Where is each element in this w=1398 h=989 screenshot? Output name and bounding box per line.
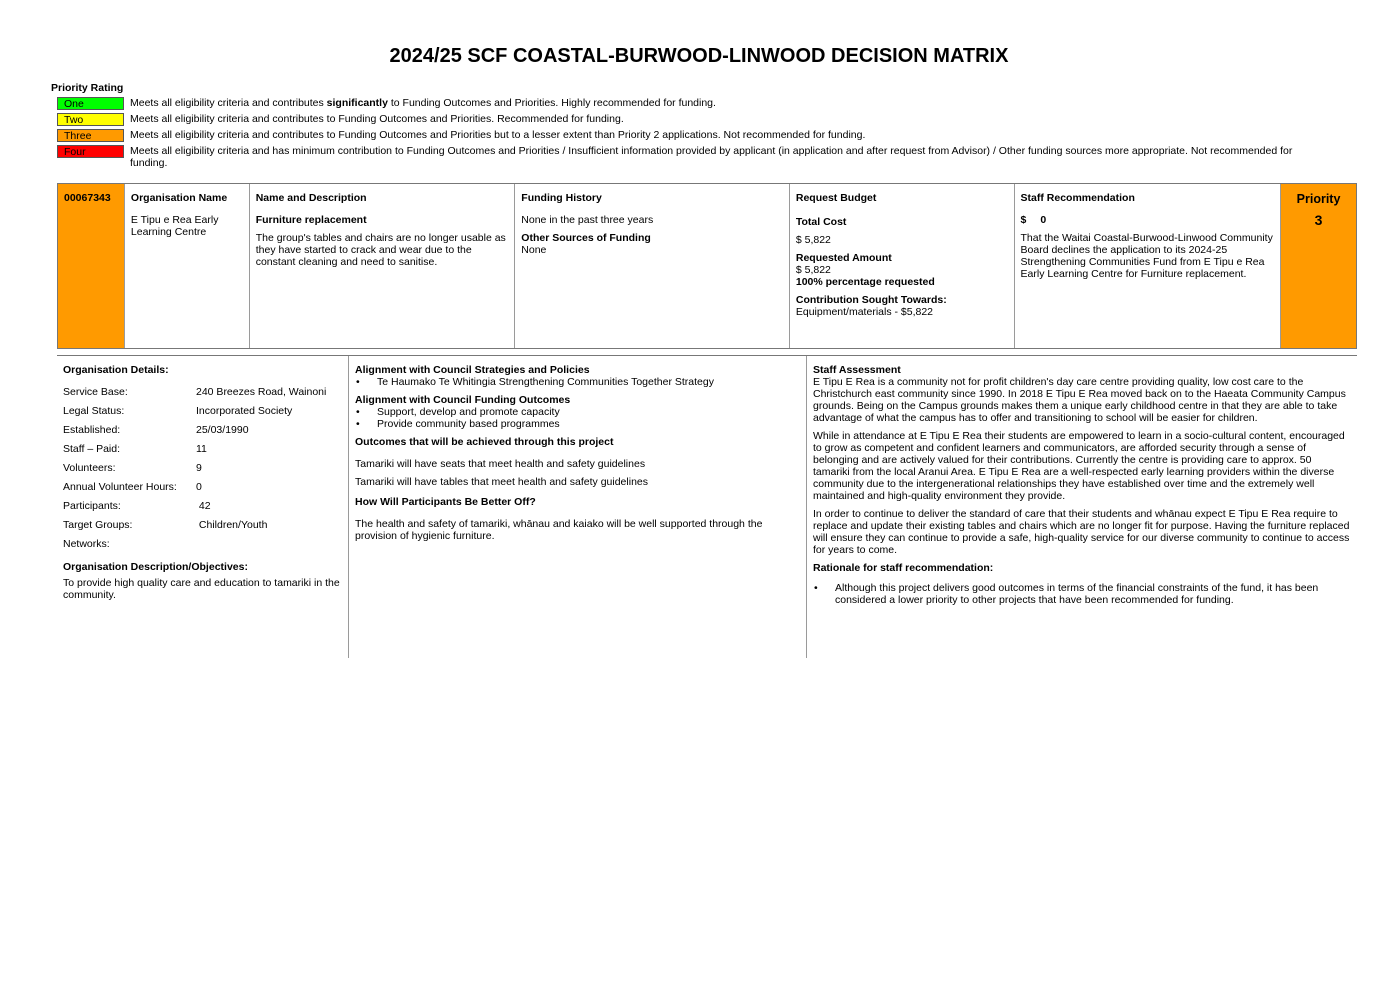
detail-row: Target Groups: Children/Youth (63, 519, 268, 531)
detail-row: Networks: (63, 538, 110, 550)
legend-text-four: Meets all eligibility criteria and has minimum contribution to Funding Outcomes and Priorities / Insufficient information provided by applicant (in application and after request from Advisor) / Other funding sources more appropriate. Not recommended for funding. (130, 145, 1293, 169)
priority-rating-heading: Priority Rating (51, 82, 124, 94)
legend-text-three: Meets all eligibility criteria and contributes to Funding Outcomes and Priorities but to a lesser extent than Priority 2 applications. Not recommended for funding. (130, 129, 866, 141)
project-name: Furniture replacement (255, 214, 367, 226)
contribution-label: Contribution Sought Towards: (795, 294, 947, 306)
request-budget-heading: Request Budget (795, 192, 877, 204)
total-cost: $ 5,822 (795, 234, 831, 246)
funding-history-cell (515, 184, 790, 348)
legend-swatch-one: One (57, 97, 124, 110)
legend-swatch-four: Four (57, 145, 124, 158)
priority-label: Priority (1296, 192, 1341, 206)
list-item: • Although this project delivers good outcomes in terms of the financial constraints of the fund, it has been considered a lower priority to other projects that have been recommended for funding. (813, 582, 1351, 606)
achieved-outcome: Tamariki will have seats that meet health and safety guidelines (355, 458, 646, 470)
staff-recommendation-text: That the Waitai Coastal-Burwood-Linwood Community Board declines the application to its 2024-25 Strengthening Communities Fund from E Tipu e Rea Early Learning Centre for Furniture replacement. (1020, 232, 1273, 280)
detail-row: Service Base: 240 Breezes Road, Wainoni (63, 386, 327, 398)
application-id-cell (58, 184, 125, 348)
legend-row-two (57, 113, 1317, 126)
list-item: • Te Haumako Te Whitingia Strengthening Communities Together Strategy (355, 376, 800, 388)
name-description-cell (250, 184, 516, 348)
staff-assessment-column (807, 356, 1357, 658)
detail-row: Established: 25/03/1990 (63, 424, 249, 436)
other-sources-heading: Other Sources of Funding (521, 232, 651, 244)
detail-row: Annual Volunteer Hours: 0 (63, 481, 202, 493)
organisation-description: To provide high quality care and education to tamariki in the community. (63, 577, 340, 601)
application-id: 00067343 (64, 192, 111, 204)
assessment-paragraph: In order to continue to deliver the standard of care that their students and whānau expect E Tipu E Rea require to replace and update their existing tables and chairs which are no longer fit for purpose. Having the furniture replaced will ensure they can continue to provide a safe, high-quality service for our diverse community to continue to access for years to come. (813, 508, 1350, 556)
organisation-name-heading: Organisation Name (130, 192, 228, 204)
legend-row-three (57, 129, 1317, 142)
better-off-heading: How Will Participants Be Better Off? (355, 496, 536, 508)
legend-row-one (57, 97, 1317, 110)
project-description: The group's tables and chairs are no longer usable as they have started to crack and wear due to the constant cleaning and need to sanitise. (255, 232, 506, 268)
staff-recommendation-heading: Staff Recommendation (1020, 192, 1135, 204)
requested-amount-label: Requested Amount (795, 252, 892, 264)
requested-amount: $ 5,822 (795, 264, 831, 276)
page-title: 2024/25 SCF COASTAL-BURWOOD-LINWOOD DECISION MATRIX (389, 45, 1009, 67)
request-budget-cell (790, 184, 1015, 348)
detail-row: Legal Status: Incorporated Society (63, 405, 293, 417)
achieved-outcomes-heading: Outcomes that will be achieved through this project (355, 436, 614, 448)
organisation-description-heading: Organisation Description/Objectives: (63, 561, 248, 573)
funding-outcomes-heading: Alignment with Council Funding Outcomes (355, 394, 571, 406)
funding-history-heading: Funding History (521, 192, 602, 204)
percentage-requested: 100% percentage requested (795, 276, 935, 288)
assessment-paragraph: While in attendance at E Tipu E Rea their students are empowered to learn in a socio-cultural content, encouraged to grow as competent and confident learners and communicators, are afforded security through a sense of belonging and are actively valued for their contributions. Currently the centre is providing care to approx. 50 tamariki from the local Aranui Area. E Tipu E Rea are a well-respected early learning providers within the diverse community due to the intergenerational relationships they have established over time and the extremely well maintained and high-quality environment they provide. (813, 430, 1345, 502)
detail-row: Participants: 42 (63, 500, 211, 512)
priority-cell (1281, 184, 1356, 348)
detail-row: Volunteers: 9 (63, 462, 202, 474)
legend-text-two: Meets all eligibility criteria and contributes to Funding Outcomes and Priorities. Recommended for funding. (130, 113, 624, 125)
organisation-details-column (57, 356, 349, 658)
organisation-details-heading: Organisation Details: (63, 364, 169, 376)
alignment-column (349, 356, 807, 658)
legend-swatch-three: Three (57, 129, 124, 142)
strategies-list (355, 376, 800, 388)
legend-text-one: Meets all eligibility criteria and contributes significantly to Funding Outcomes and Priorities. Highly recommended for funding. (130, 97, 716, 109)
funding-outcomes-list (355, 406, 800, 430)
organisation-name-cell (125, 184, 250, 348)
strategies-heading: Alignment with Council Strategies and Policies (355, 364, 590, 376)
details-section (57, 356, 1357, 658)
organisation-name: E Tipu e Rea Early Learning Centre (130, 214, 219, 238)
staff-assessment-heading: Staff Assessment (813, 364, 901, 376)
list-item: • Provide community based programmes (355, 418, 800, 430)
contribution-value: Equipment/materials - $5,822 (795, 306, 934, 318)
assessment-paragraph: E Tipu E Rea is a community not for profit children's day care centre providing quality, low cost care to the Christchurch east community since 1990. In 2018 E Tipu E Rea moved back on to the Haeata Community Campus grounds. Being on the Campus grounds makes them a unique early childhood centre in that they are able to take advantage of what the campus has to offer and transitioning to school will be easier for children. (813, 376, 1346, 424)
better-off-text: The health and safety of tamariki, whānau and kaiako will be well supported through the provision of hygienic furniture. (355, 518, 763, 542)
staff-recommendation-cell (1015, 184, 1282, 348)
legend-swatch-two: Two (57, 113, 124, 126)
other-sources: None (521, 244, 547, 256)
detail-row: Staff – Paid: 11 (63, 443, 207, 455)
recommended-amount: $ 0 (1020, 214, 1047, 226)
achieved-outcome: Tamariki will have tables that meet health and safety guidelines (355, 476, 648, 488)
rationale-list (813, 582, 1351, 606)
list-item: • Support, develop and promote capacity (355, 406, 800, 418)
priority-legend (57, 97, 1317, 172)
legend-row-four (57, 145, 1317, 169)
application-summary-row (57, 183, 1357, 349)
name-description-heading: Name and Description (255, 192, 367, 204)
total-cost-label: Total Cost (795, 216, 847, 228)
funding-history: None in the past three years (521, 214, 654, 226)
priority-value: 3 (1314, 212, 1323, 228)
rationale-heading: Rationale for staff recommendation: (813, 562, 994, 574)
